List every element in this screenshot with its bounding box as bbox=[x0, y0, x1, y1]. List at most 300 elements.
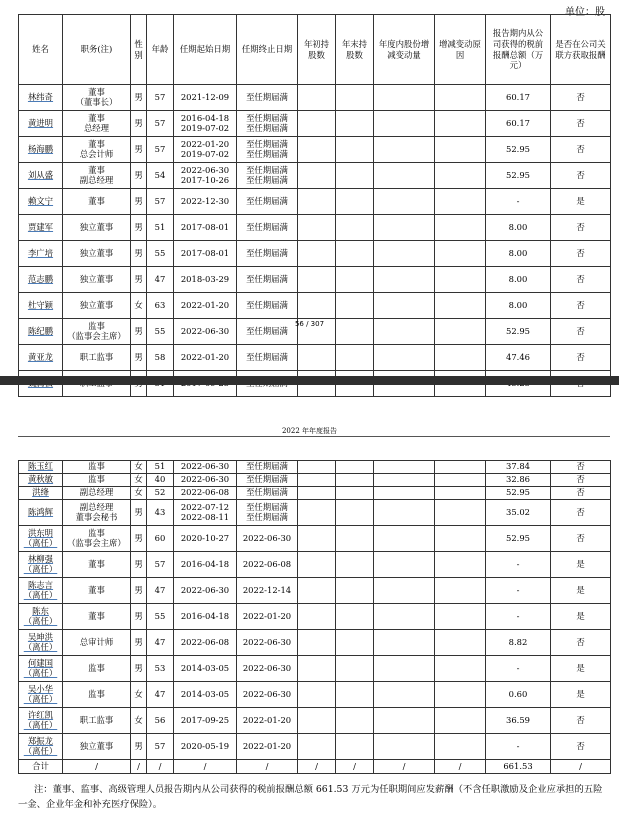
table-row bbox=[19, 241, 611, 267]
term-end bbox=[237, 656, 298, 682]
term-end-line: 至任期届满 bbox=[246, 91, 288, 102]
position bbox=[63, 461, 131, 474]
position bbox=[63, 604, 131, 630]
term-start bbox=[174, 267, 237, 293]
total-slash: / bbox=[298, 760, 336, 774]
age: 57 bbox=[147, 189, 174, 215]
page-number: 56 / 307 bbox=[294, 320, 325, 328]
gender: 男 bbox=[131, 604, 147, 630]
term-start-line: 2022-06-30 bbox=[180, 584, 230, 595]
person-name-line: 郑振龙 bbox=[27, 735, 54, 746]
age: 47 bbox=[147, 578, 174, 604]
shares-begin bbox=[298, 189, 336, 215]
related-pay: 否 bbox=[551, 630, 611, 656]
term-end-line: 2022-06-30 bbox=[242, 688, 292, 699]
related-pay: 否 bbox=[551, 474, 611, 487]
shares-begin bbox=[298, 630, 336, 656]
term-end-line: 至任期届满 bbox=[246, 195, 288, 206]
position bbox=[63, 163, 131, 189]
shares-end bbox=[336, 682, 374, 708]
term-end bbox=[237, 500, 298, 526]
change-reason bbox=[435, 526, 486, 552]
shares-begin bbox=[298, 85, 336, 111]
position-line: （监事会主席） bbox=[67, 330, 126, 341]
term-start bbox=[174, 734, 237, 760]
term-start bbox=[174, 215, 237, 241]
total-slash: / bbox=[63, 760, 131, 774]
term-end-line: 至任期届满 bbox=[246, 112, 288, 123]
table-row bbox=[19, 656, 611, 682]
shares-end bbox=[336, 708, 374, 734]
term-start bbox=[174, 111, 237, 137]
position-line: 职工监事 bbox=[79, 351, 114, 362]
shares-begin bbox=[298, 293, 336, 319]
position bbox=[63, 708, 131, 734]
total-pay: 52.95 bbox=[486, 487, 551, 500]
hdr-total-pay: 报告期内从公司获得的税前报酬总额（万元） bbox=[486, 15, 551, 85]
age: 58 bbox=[147, 345, 174, 371]
table-row bbox=[19, 293, 611, 319]
shares-end bbox=[336, 215, 374, 241]
term-start-line: 2020-10-27 bbox=[180, 532, 230, 543]
position bbox=[63, 85, 131, 111]
total-pay: 52.95 bbox=[486, 319, 551, 345]
age: 51 bbox=[147, 461, 174, 474]
position-line: （董事长） bbox=[75, 96, 118, 107]
person-name bbox=[19, 578, 63, 604]
term-start-line: 2022-07-12 bbox=[180, 501, 230, 512]
age: 51 bbox=[147, 215, 174, 241]
shares-end bbox=[336, 578, 374, 604]
hdr-name: 姓名 bbox=[19, 15, 63, 85]
age: 57 bbox=[147, 85, 174, 111]
term-start bbox=[174, 708, 237, 734]
term-end bbox=[237, 487, 298, 500]
position-line: 总审计师 bbox=[79, 636, 114, 647]
term-end-line: 至任期届满 bbox=[246, 511, 288, 522]
term-end bbox=[237, 85, 298, 111]
term-end-line: 至任期届满 bbox=[246, 273, 288, 284]
term-end-line: 至任期届满 bbox=[246, 122, 288, 133]
share-change bbox=[374, 163, 435, 189]
person-name-line: （离任） bbox=[23, 693, 58, 704]
gender: 男 bbox=[131, 526, 147, 552]
term-end-line: 2022-01-20 bbox=[242, 610, 292, 621]
term-start bbox=[174, 85, 237, 111]
position-line: 监事 bbox=[88, 688, 105, 699]
table-row bbox=[19, 163, 611, 189]
shares-begin bbox=[298, 708, 336, 734]
person-name bbox=[19, 604, 63, 630]
gender: 男 bbox=[131, 85, 147, 111]
change-reason bbox=[435, 163, 486, 189]
person-name bbox=[19, 526, 63, 552]
term-end bbox=[237, 189, 298, 215]
change-reason bbox=[435, 500, 486, 526]
position-line: 董事 bbox=[88, 558, 105, 569]
term-start bbox=[174, 526, 237, 552]
term-start bbox=[174, 345, 237, 371]
position bbox=[63, 656, 131, 682]
term-start-line: 2017-10-26 bbox=[180, 174, 230, 185]
person-name bbox=[19, 474, 63, 487]
table-row bbox=[19, 500, 611, 526]
term-start-line: 2022-01-20 bbox=[180, 299, 230, 310]
term-start bbox=[174, 604, 237, 630]
position bbox=[63, 111, 131, 137]
shares-end bbox=[336, 552, 374, 578]
term-start bbox=[174, 137, 237, 163]
gender: 男 bbox=[131, 163, 147, 189]
term-end bbox=[237, 552, 298, 578]
total-slash: / bbox=[147, 760, 174, 774]
term-end bbox=[237, 267, 298, 293]
age: 55 bbox=[147, 319, 174, 345]
share-change bbox=[374, 526, 435, 552]
person-name bbox=[19, 708, 63, 734]
term-start-line: 2016-04-18 bbox=[180, 610, 230, 621]
term-end bbox=[237, 474, 298, 487]
term-end-line: 至任期届满 bbox=[246, 487, 288, 498]
total-slash: / bbox=[336, 760, 374, 774]
total-pay: 37.84 bbox=[486, 461, 551, 474]
person-name-line: 陈志言 bbox=[27, 579, 54, 590]
total-pay: 47.46 bbox=[486, 345, 551, 371]
shares-begin bbox=[298, 682, 336, 708]
age: 47 bbox=[147, 630, 174, 656]
term-start-line: 2016-04-18 bbox=[180, 112, 230, 123]
term-start-line: 2022-01-20 bbox=[180, 138, 230, 149]
age: 52 bbox=[147, 487, 174, 500]
position-line: 独立董事 bbox=[79, 247, 114, 258]
position bbox=[63, 630, 131, 656]
change-reason bbox=[435, 137, 486, 163]
change-reason bbox=[435, 630, 486, 656]
position-line: 职工监事 bbox=[79, 714, 114, 725]
term-end bbox=[237, 526, 298, 552]
table-row bbox=[19, 630, 611, 656]
change-reason bbox=[435, 552, 486, 578]
change-reason bbox=[435, 656, 486, 682]
position bbox=[63, 215, 131, 241]
related-pay: 否 bbox=[551, 163, 611, 189]
total-pay: 60.17 bbox=[486, 111, 551, 137]
person-name-line: 陈玉红 bbox=[27, 461, 54, 472]
change-reason bbox=[435, 241, 486, 267]
person-name-line: 洪绛 bbox=[32, 487, 49, 498]
term-start-line: 2022-06-30 bbox=[180, 164, 230, 175]
shares-begin bbox=[298, 267, 336, 293]
position-line: 董事会秘书 bbox=[75, 511, 118, 522]
total-pay: - bbox=[486, 656, 551, 682]
hdr-position: 职务(注) bbox=[63, 15, 131, 85]
person-name-line: （离任） bbox=[23, 537, 58, 548]
person-name-line: 林柳强 bbox=[27, 553, 54, 564]
term-end bbox=[237, 293, 298, 319]
related-pay: 否 bbox=[551, 267, 611, 293]
term-start bbox=[174, 487, 237, 500]
position-line: 董事 bbox=[88, 610, 105, 621]
related-pay: 是 bbox=[551, 189, 611, 215]
table-row bbox=[19, 111, 611, 137]
share-change bbox=[374, 552, 435, 578]
table-row bbox=[19, 189, 611, 215]
change-reason bbox=[435, 293, 486, 319]
table-row bbox=[19, 682, 611, 708]
shares-end bbox=[336, 487, 374, 500]
related-pay: 是 bbox=[551, 552, 611, 578]
position-line: 董事 bbox=[88, 164, 105, 175]
share-change bbox=[374, 293, 435, 319]
person-name: 杨海鹏 bbox=[19, 137, 63, 163]
related-pay: 否 bbox=[551, 319, 611, 345]
change-reason bbox=[435, 189, 486, 215]
share-change bbox=[374, 474, 435, 487]
person-name-line: 吴小华 bbox=[27, 683, 54, 694]
person-name-line: （离任） bbox=[23, 667, 58, 678]
related-pay: 否 bbox=[551, 708, 611, 734]
term-end bbox=[237, 604, 298, 630]
term-start-line: 2019-07-02 bbox=[180, 122, 230, 133]
term-start bbox=[174, 682, 237, 708]
total-row bbox=[19, 760, 611, 774]
total-pay: 8.00 bbox=[486, 241, 551, 267]
position bbox=[63, 189, 131, 215]
term-start-line: 2017-08-01 bbox=[180, 221, 230, 232]
person-name-line: 洪东明 bbox=[27, 527, 54, 538]
term-start bbox=[174, 241, 237, 267]
term-start bbox=[174, 461, 237, 474]
related-pay: 否 bbox=[551, 500, 611, 526]
term-start bbox=[174, 500, 237, 526]
table-row bbox=[19, 461, 611, 474]
share-change bbox=[374, 137, 435, 163]
position-line: 副总经理 bbox=[79, 501, 114, 512]
table-row bbox=[19, 215, 611, 241]
term-end-line: 2022-06-30 bbox=[242, 532, 292, 543]
total-pay: 36.59 bbox=[486, 708, 551, 734]
shares-end bbox=[336, 85, 374, 111]
term-end-line: 至任期届满 bbox=[246, 351, 288, 362]
total-slash: / bbox=[174, 760, 237, 774]
unit-label: 单位：股 bbox=[565, 7, 605, 18]
related-pay: 是 bbox=[551, 604, 611, 630]
footnote: 注：董事、监事、高级管理人员报告期内从公司获得的税前报酬总额 661.53 万元为任职期间应发薪酬（不含任职激励及企业应承担的五险一金、企业年金和补充医疗保险）。 bbox=[18, 784, 603, 811]
shares-begin bbox=[298, 734, 336, 760]
term-end bbox=[237, 345, 298, 371]
related-pay: 是 bbox=[551, 682, 611, 708]
position-line: 独立董事 bbox=[79, 273, 114, 284]
person-name bbox=[19, 630, 63, 656]
shares-begin bbox=[298, 137, 336, 163]
header-rule bbox=[18, 436, 610, 437]
person-name: 林纬奇 bbox=[19, 85, 63, 111]
gender: 男 bbox=[131, 734, 147, 760]
term-start-line: 2022-12-30 bbox=[180, 195, 230, 206]
person-name: 杜守颖 bbox=[19, 293, 63, 319]
age: 55 bbox=[147, 241, 174, 267]
term-end-line: 至任期届满 bbox=[246, 474, 288, 485]
shares-begin bbox=[298, 578, 336, 604]
term-start-line: 2022-06-08 bbox=[180, 636, 230, 647]
position bbox=[63, 267, 131, 293]
compensation-table-part2 bbox=[18, 460, 611, 774]
gender: 男 bbox=[131, 500, 147, 526]
total-pay: 0.60 bbox=[486, 682, 551, 708]
gender: 女 bbox=[131, 708, 147, 734]
age: 40 bbox=[147, 474, 174, 487]
person-name-line: （离任） bbox=[23, 641, 58, 652]
term-end bbox=[237, 578, 298, 604]
position bbox=[63, 526, 131, 552]
term-start-line: 2022-06-08 bbox=[180, 487, 230, 498]
person-name-line: （离任） bbox=[23, 719, 58, 730]
table-row bbox=[19, 267, 611, 293]
term-end-line: 至任期届满 bbox=[246, 148, 288, 159]
person-name-line: 吴坤洪 bbox=[27, 631, 54, 642]
gender: 男 bbox=[131, 578, 147, 604]
person-name: 李广培 bbox=[19, 241, 63, 267]
share-change bbox=[374, 604, 435, 630]
term-end-line: 2022-01-20 bbox=[242, 714, 292, 725]
term-end-line: 至任期届满 bbox=[246, 174, 288, 185]
related-pay: 是 bbox=[551, 656, 611, 682]
position-line: 独立董事 bbox=[79, 740, 114, 751]
term-end-line: 至任期届满 bbox=[246, 299, 288, 310]
person-name-line: （离任） bbox=[23, 615, 58, 626]
table-row bbox=[19, 578, 611, 604]
term-end bbox=[237, 461, 298, 474]
share-change bbox=[374, 734, 435, 760]
position-line: 监事 bbox=[88, 461, 105, 472]
term-end bbox=[237, 682, 298, 708]
shares-begin bbox=[298, 345, 336, 371]
term-start bbox=[174, 474, 237, 487]
shares-end bbox=[336, 163, 374, 189]
table-row bbox=[19, 85, 611, 111]
related-pay: 否 bbox=[551, 137, 611, 163]
shares-end bbox=[336, 604, 374, 630]
person-name-line: （离任） bbox=[23, 589, 58, 600]
change-reason bbox=[435, 734, 486, 760]
term-start bbox=[174, 630, 237, 656]
term-end-line: 2022-01-20 bbox=[242, 740, 292, 751]
related-pay: 否 bbox=[551, 734, 611, 760]
total-pay: - bbox=[486, 552, 551, 578]
shares-begin bbox=[298, 656, 336, 682]
related-pay: 否 bbox=[551, 526, 611, 552]
position-line: 独立董事 bbox=[79, 299, 114, 310]
term-end-line: 至任期届满 bbox=[246, 325, 288, 336]
term-end-line: 2022-12-14 bbox=[242, 584, 292, 595]
person-name-line: 陈东 bbox=[32, 605, 49, 616]
change-reason bbox=[435, 345, 486, 371]
term-start-line: 2022-06-30 bbox=[180, 474, 230, 485]
person-name: 陈纪鹏 bbox=[19, 319, 63, 345]
shares-end bbox=[336, 526, 374, 552]
shares-end bbox=[336, 734, 374, 760]
related-pay: 否 bbox=[551, 345, 611, 371]
change-reason bbox=[435, 461, 486, 474]
term-end bbox=[237, 215, 298, 241]
person-name-line: （离任） bbox=[23, 563, 58, 574]
term-end-line: 2022-06-30 bbox=[242, 636, 292, 647]
table-row bbox=[19, 526, 611, 552]
change-reason bbox=[435, 85, 486, 111]
table-row bbox=[19, 552, 611, 578]
age: 57 bbox=[147, 111, 174, 137]
gender: 女 bbox=[131, 682, 147, 708]
shares-end bbox=[336, 345, 374, 371]
position-line: 总经理 bbox=[83, 122, 110, 133]
share-change bbox=[374, 656, 435, 682]
term-start-line: 2018-03-29 bbox=[180, 273, 230, 284]
related-pay: 否 bbox=[551, 293, 611, 319]
term-start-line: 2022-06-30 bbox=[180, 461, 230, 472]
term-end-line: 至任期届满 bbox=[246, 138, 288, 149]
term-start-line: 2020-05-19 bbox=[180, 740, 230, 751]
gender: 男 bbox=[131, 656, 147, 682]
total-label: 合计 bbox=[19, 760, 63, 774]
shares-end bbox=[336, 630, 374, 656]
shares-begin bbox=[298, 461, 336, 474]
age: 57 bbox=[147, 734, 174, 760]
shares-begin bbox=[298, 604, 336, 630]
total-pay: 52.95 bbox=[486, 526, 551, 552]
term-start-line: 2019-07-02 bbox=[180, 148, 230, 159]
related-pay: 否 bbox=[551, 215, 611, 241]
table-row bbox=[19, 734, 611, 760]
total-pay: - bbox=[486, 189, 551, 215]
share-change bbox=[374, 85, 435, 111]
share-change bbox=[374, 487, 435, 500]
position-line: 监事 bbox=[88, 320, 105, 331]
term-start-line: 2022-06-30 bbox=[180, 325, 230, 336]
table-row bbox=[19, 487, 611, 500]
position bbox=[63, 552, 131, 578]
shares-begin bbox=[298, 526, 336, 552]
position bbox=[63, 345, 131, 371]
table-row bbox=[19, 345, 611, 371]
term-end bbox=[237, 137, 298, 163]
position bbox=[63, 293, 131, 319]
shares-end bbox=[336, 461, 374, 474]
related-pay: 否 bbox=[551, 487, 611, 500]
term-end-line: 至任期届满 bbox=[246, 247, 288, 258]
position-line: 监事 bbox=[88, 662, 105, 673]
shares-end bbox=[336, 500, 374, 526]
position bbox=[63, 578, 131, 604]
shares-begin bbox=[298, 487, 336, 500]
age: 60 bbox=[147, 526, 174, 552]
age: 47 bbox=[147, 267, 174, 293]
change-reason bbox=[435, 487, 486, 500]
position bbox=[63, 500, 131, 526]
change-reason bbox=[435, 578, 486, 604]
shares-end bbox=[336, 656, 374, 682]
shares-end bbox=[336, 137, 374, 163]
hdr-shares-end: 年末持股数 bbox=[336, 15, 374, 85]
position-line: 监事 bbox=[88, 474, 105, 485]
person-name bbox=[19, 500, 63, 526]
share-change bbox=[374, 708, 435, 734]
age: 55 bbox=[147, 604, 174, 630]
person-name bbox=[19, 461, 63, 474]
related-pay: 否 bbox=[551, 461, 611, 474]
shares-end bbox=[336, 293, 374, 319]
total-slash: / bbox=[237, 760, 298, 774]
term-end-line: 2022-06-08 bbox=[242, 558, 292, 569]
